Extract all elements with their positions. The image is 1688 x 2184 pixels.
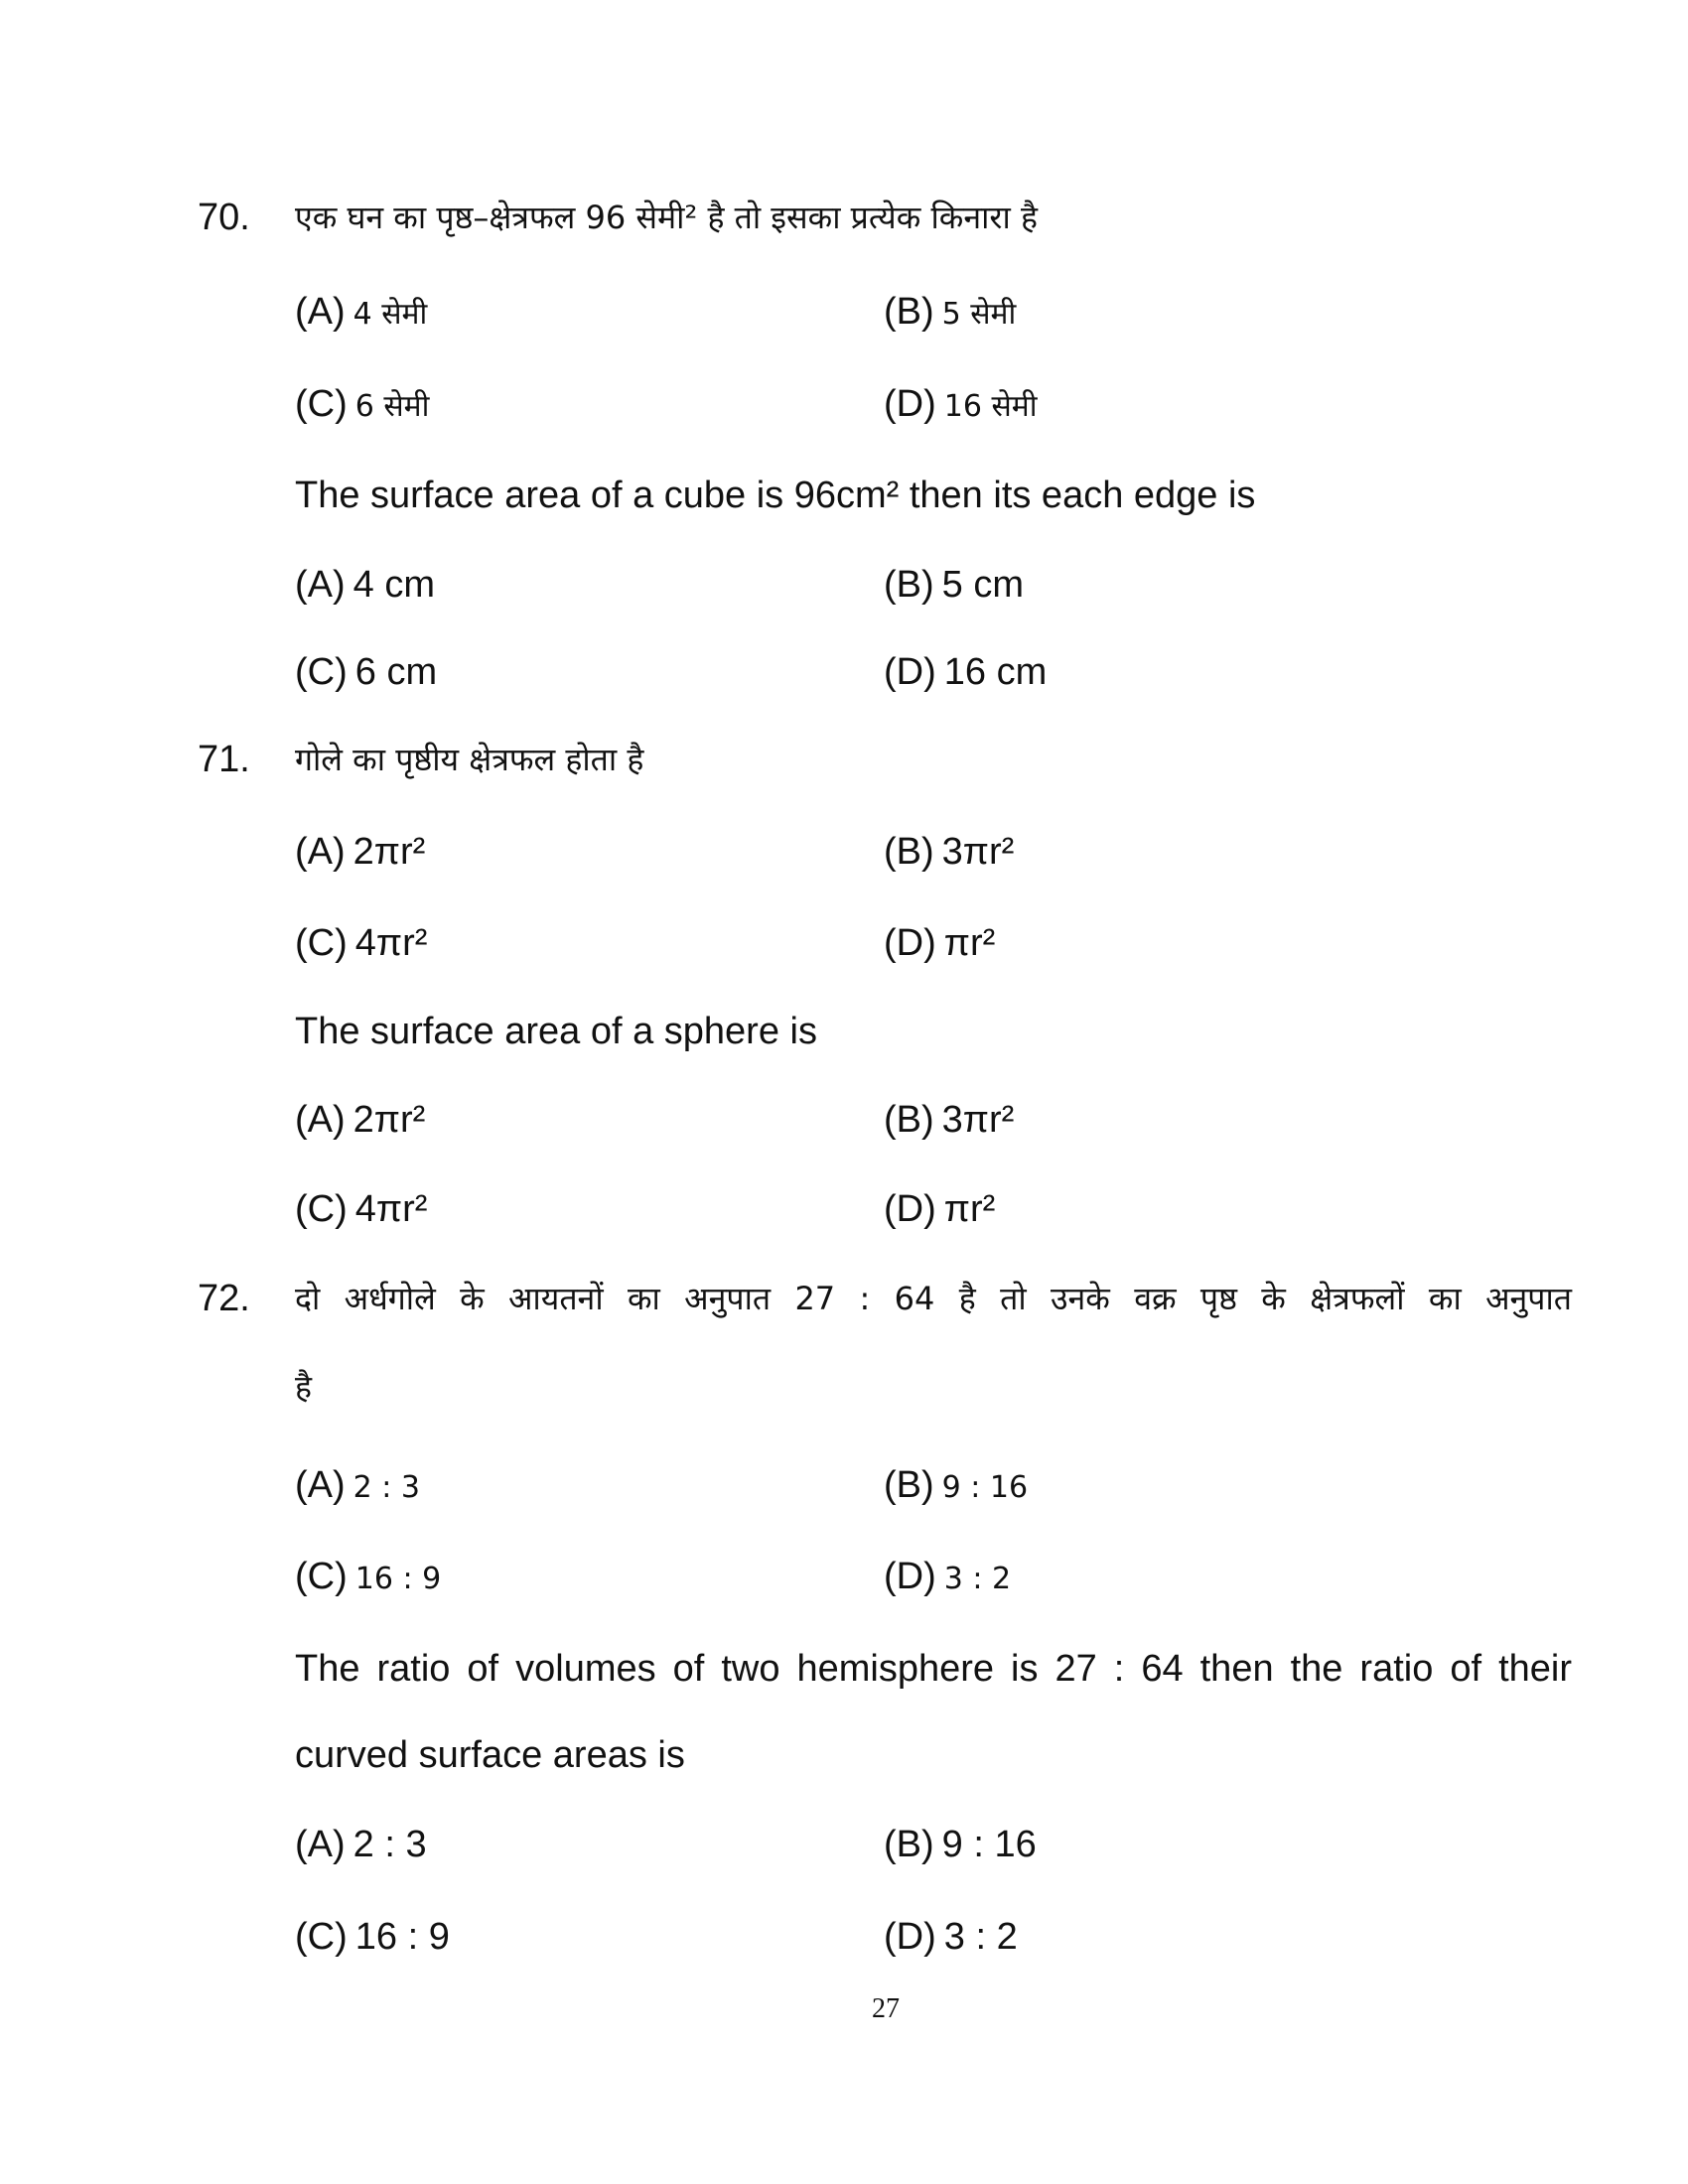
option-a	[295, 1461, 420, 1512]
option-c	[295, 648, 437, 696]
option-label: (B)	[884, 1824, 934, 1865]
question-text-english: The surface area of a cube is 96cm² then its each edge is	[295, 475, 1256, 516]
option-label: (B)	[884, 291, 934, 333]
option-a	[295, 561, 435, 609]
option-value: 16 सेमी	[943, 389, 1038, 424]
option-value: 16 : 9	[354, 1916, 450, 1958]
option-d	[884, 1913, 1018, 1961]
option-value: 16 : 9	[354, 1562, 442, 1596]
option-b	[884, 1461, 1028, 1512]
question-text-hindi: गोले का पृष्ठीय क्षेत्रफल होता है	[295, 741, 644, 778]
option-d	[884, 380, 1037, 431]
option-label: (C)	[295, 1556, 348, 1597]
option-value: 5 सेमी	[941, 297, 1017, 332]
option-label: (C)	[295, 1916, 348, 1958]
option-label: (B)	[884, 1099, 934, 1141]
option-value: 16 cm	[943, 651, 1048, 693]
question-text-hindi: है	[295, 1368, 312, 1406]
option-label: (D)	[884, 1188, 936, 1230]
option-b	[884, 288, 1016, 339]
option-b	[884, 1821, 1037, 1868]
option-c	[295, 1913, 450, 1961]
option-label: (C)	[295, 651, 348, 693]
option-value: 9 : 16	[941, 1824, 1037, 1865]
option-value: 6 cm	[354, 651, 438, 693]
option-a	[295, 1821, 427, 1868]
option-value: πr²	[943, 922, 996, 964]
option-b	[884, 561, 1024, 609]
option-value: πr²	[943, 1188, 996, 1230]
option-value: 5 cm	[941, 564, 1025, 606]
option-c	[295, 380, 429, 431]
option-value: 4πr²	[354, 1188, 428, 1230]
option-label: (D)	[884, 383, 936, 425]
option-d	[884, 919, 995, 967]
option-label: (A)	[295, 291, 346, 333]
option-value: 6 सेमी	[354, 389, 430, 424]
option-value: 4 cm	[352, 564, 436, 606]
option-label: (D)	[884, 1556, 936, 1597]
question-number: 70.	[198, 197, 250, 238]
option-label: (D)	[884, 1916, 936, 1958]
option-value: 3πr²	[941, 831, 1015, 873]
question-text-english: The surface area of a sphere is	[295, 1011, 817, 1052]
option-label: (C)	[295, 1188, 348, 1230]
option-label: (A)	[295, 1464, 346, 1506]
option-label: (A)	[295, 1099, 346, 1141]
page-number: 27	[872, 1993, 900, 2024]
option-label: (A)	[295, 1824, 346, 1865]
option-label: (A)	[295, 831, 346, 873]
option-label: (A)	[295, 564, 346, 606]
option-c	[295, 1553, 441, 1603]
option-b	[884, 828, 1014, 876]
option-d	[884, 648, 1047, 696]
question-text-hindi: एक घन का पृष्ठ–क्षेत्रफल 96 सेमी² है तो इसका प्रत्येक किनारा है	[295, 199, 1038, 236]
option-a	[295, 828, 425, 876]
option-label: (D)	[884, 651, 936, 693]
question-text-english: curved surface areas is	[295, 1734, 685, 1776]
option-c	[295, 1185, 427, 1233]
option-label: (D)	[884, 922, 936, 964]
option-label: (B)	[884, 564, 934, 606]
option-b	[884, 1096, 1014, 1144]
option-label: (B)	[884, 831, 934, 873]
option-value: 2 : 3	[352, 1470, 421, 1505]
option-label: (C)	[295, 922, 348, 964]
option-d	[884, 1553, 1011, 1603]
question-text-hindi: दो अर्धगोले के आयतनों का अनुपात 27 : 64 है तो उनके वक्र पृष्ठ के क्षेत्रफलों का अनुपात	[295, 1280, 1572, 1317]
option-c	[295, 919, 427, 967]
option-value: 9 : 16	[941, 1470, 1029, 1505]
option-d	[884, 1185, 995, 1233]
option-value: 3 : 2	[943, 1562, 1012, 1596]
question-number: 72.	[198, 1278, 250, 1319]
option-label: (B)	[884, 1464, 934, 1506]
option-value: 2πr²	[352, 831, 426, 873]
option-value: 4πr²	[354, 922, 428, 964]
question-number: 71.	[198, 739, 250, 780]
option-value: 2 : 3	[352, 1824, 427, 1865]
option-value: 4 सेमी	[352, 297, 428, 332]
option-a	[295, 1096, 425, 1144]
option-value: 3πr²	[941, 1099, 1015, 1141]
question-text-english: The ratio of volumes of two hemisphere is 27 : 64 then the ratio of their	[295, 1648, 1572, 1690]
option-value: 2πr²	[352, 1099, 426, 1141]
option-value: 3 : 2	[943, 1916, 1018, 1958]
option-a	[295, 288, 427, 339]
option-label: (C)	[295, 383, 348, 425]
